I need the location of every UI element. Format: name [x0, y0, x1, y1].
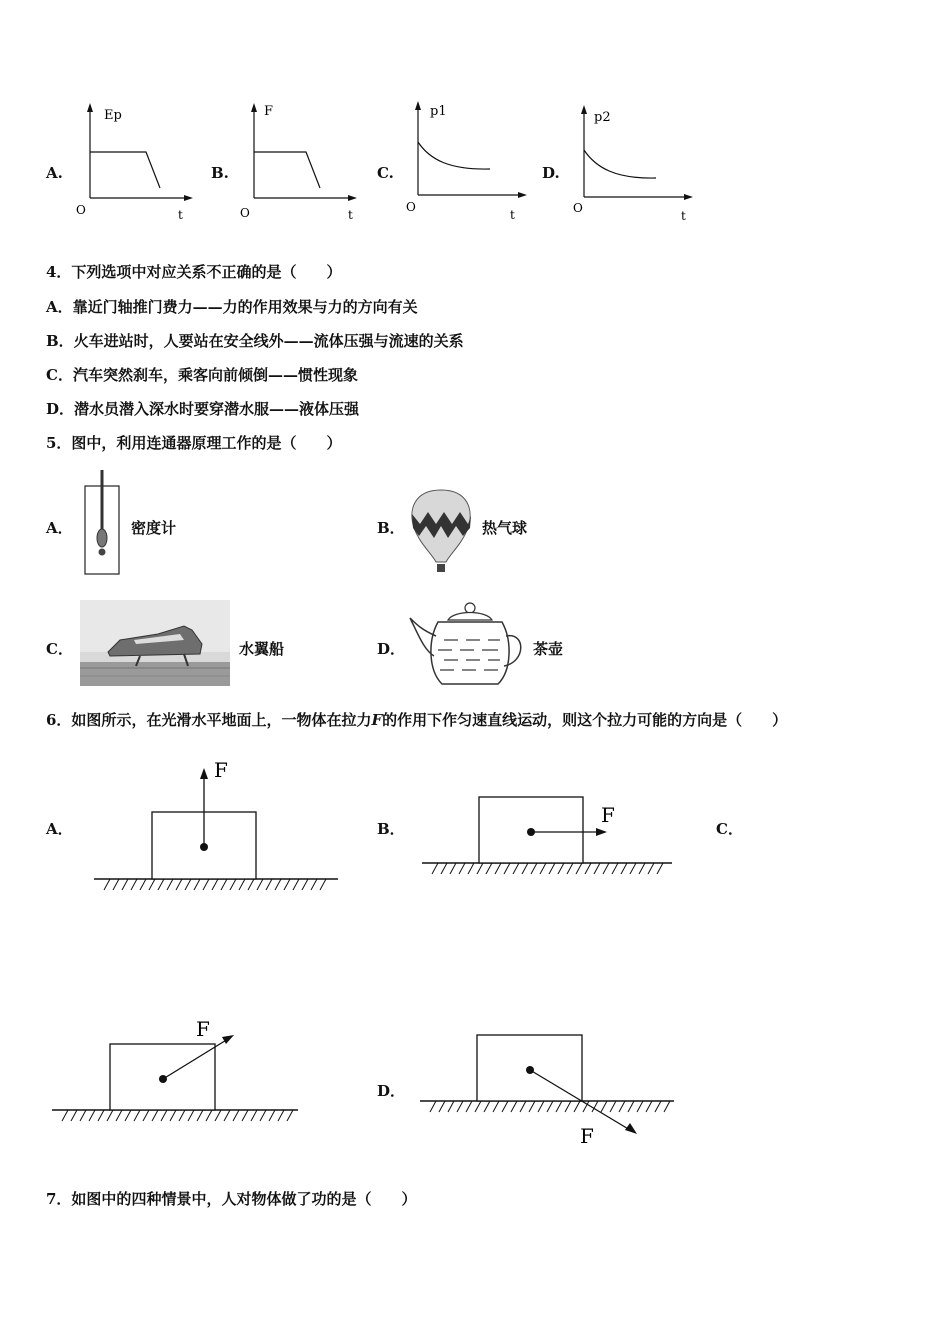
q5-caption-c: 水翼船	[239, 640, 285, 658]
q4-option-b[interactable]: B．火车进站时，人要站在安全线外——流体压强与流速的关系	[46, 332, 464, 350]
q6-stem-post: 的作用下作匀速直线运动，则这个拉力可能的方向是（ ）	[382, 711, 788, 729]
option-label: D.	[542, 164, 560, 182]
q5-option-b-label[interactable]: B．	[377, 519, 405, 537]
y-axis-label: Ep	[104, 108, 122, 123]
q6-option-c-label[interactable]: C．	[716, 820, 743, 838]
option-label: C.	[377, 164, 394, 182]
q5-caption-b: 热气球	[482, 519, 528, 537]
q6-diagram-a	[90, 755, 340, 895]
q6-option-b-label[interactable]: B．	[377, 820, 405, 838]
x-axis-label: t	[178, 208, 183, 222]
x-axis-label: t	[348, 208, 353, 222]
q5-stem: 5．图中，利用连通器原理工作的是（ ）	[46, 434, 342, 452]
ground-hatching	[62, 1110, 293, 1121]
q4-stem: 4．下列选项中对应关系不正确的是（ ）	[46, 263, 342, 281]
q7-stem: 7．如图中的四种情景中，人对物体做了功的是（ ）	[46, 1190, 417, 1208]
q6-stem-pre: 6．如图所示，在光滑水平地面上，一物体在拉力	[46, 711, 372, 729]
force-time-graph	[234, 100, 364, 225]
option-label: A.	[46, 164, 63, 182]
origin-label: O	[76, 203, 86, 217]
hot-air-balloon-image	[408, 488, 474, 578]
q6-option-a-label[interactable]: A．	[46, 820, 73, 838]
q5-caption-a: 密度计	[131, 519, 177, 537]
q6-diagram-c	[50, 1015, 302, 1130]
q4-option-d[interactable]: D．潜水员潜入深水时要穿潜水服——液体压强	[46, 400, 360, 418]
option-label: B.	[211, 164, 229, 182]
y-axis-label: p1	[430, 104, 447, 119]
q5-option-c-label[interactable]: C．	[46, 640, 73, 658]
force-label: F	[196, 1017, 210, 1041]
q6-stem-var: F	[371, 711, 383, 729]
y-axis-label: p2	[594, 110, 611, 125]
origin-label: O	[573, 201, 583, 215]
q6-stem	[46, 709, 787, 730]
origin-label: O	[240, 206, 250, 220]
teapot-image	[408, 600, 530, 688]
origin-label: O	[406, 200, 416, 214]
x-axis-label: t	[681, 209, 686, 223]
p1-time-graph	[400, 98, 535, 226]
y-axis-label: F	[264, 104, 274, 119]
q4-option-c[interactable]: C．汽车突然刹车，乘客向前倾倒——惯性现象	[46, 366, 358, 384]
force-label: F	[580, 1124, 594, 1148]
ep-time-graph	[70, 100, 200, 225]
force-label: F	[214, 758, 228, 782]
hydrofoil-boat-image	[80, 600, 230, 686]
q5-option-d-label[interactable]: D．	[377, 640, 406, 658]
q5-caption-d: 茶壶	[533, 640, 564, 658]
hydrometer-image	[78, 468, 128, 578]
ground-hatching	[104, 879, 326, 890]
q6-option-d-label[interactable]: D．	[377, 1082, 406, 1100]
ground-hatching	[430, 1101, 670, 1112]
force-label: F	[601, 803, 615, 827]
p2-time-graph	[566, 102, 701, 227]
q6-diagram-d	[418, 1030, 676, 1148]
q4-option-a[interactable]: A．靠近门轴推门费力——力的作用效果与力的方向有关	[46, 298, 418, 316]
q5-option-a-label[interactable]: A．	[46, 519, 73, 537]
x-axis-label: t	[510, 208, 515, 222]
q6-diagram-b	[418, 790, 676, 890]
ground-hatching	[432, 863, 663, 874]
